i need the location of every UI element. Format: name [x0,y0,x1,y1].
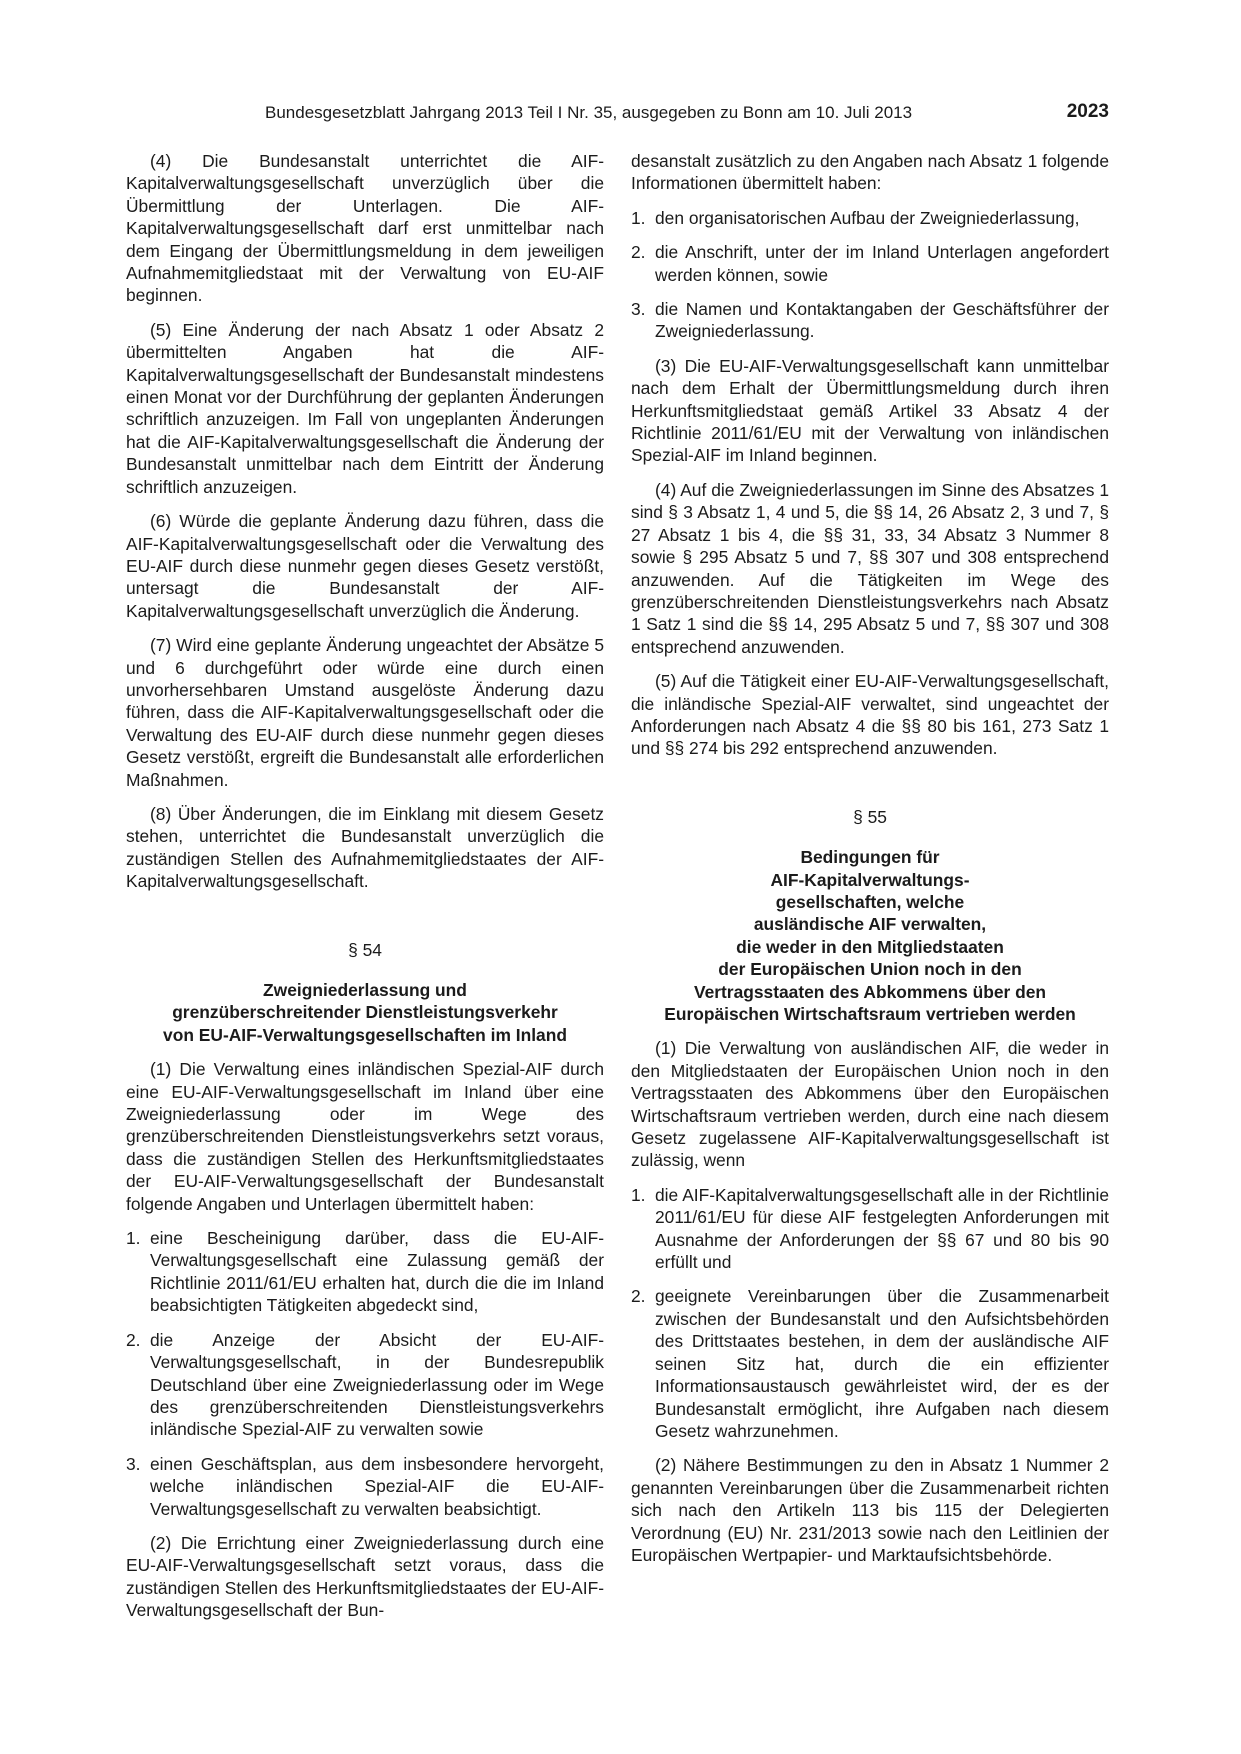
list-item [631,207,1109,229]
paragraph-4: (4) Auf die Zweigniederlassungen im Sinne des Absatzes 1 sind § 3 Absatz 1, 4 und 5, die §§ 14, 26 Absatz 2, 3 und 7, § 27 Absatz 1 bis 4, die §§ 31, 33, 34 Absatz 3 Nummer 8 sowie § 295 Absatz 5 und 7, §§ 307 und 308 entsprechend anzuwenden. Auf die Tätigkeiten im Wege des grenzüberschreitenden Dienstleistungsverkehrs nach Absatz 1 Satz 1 sind die §§ 14, 295 Absatz 5 und 7, §§ 307 und 308 entsprechend anzuwenden. [631,479,1109,657]
list-item-number: 1. [631,207,646,228]
section-55-paragraph-2: (2) Nähere Bestimmungen zu den in Absatz 1 Nummer 2 genannten Vereinbarungen über die Zusammenarbeit richten sich nach den Artikeln 113 bis 115 der Delegierten Verordnung (EU) Nr. 231/2013 sowie nach den Leitlinien der Europäischen Wertpapier- und Marktaufsichtsbehörde. [631,1455,1109,1565]
paragraph-5: (5) Auf die Tätigkeit einer EU-AIF-Verwaltungsgesellschaft, die inländische Spezial-AIF verwaltet, sind ungeachtet der Anforderungen nach Absatz 4 die §§ 80 bis 161, 273 Satz 1 und §§ 274 bis 292 entsprechend anzuwenden. [631,671,1109,759]
paragraph-3: (3) Die EU-AIF-Verwaltungsgesellschaft kann unmittelbar nach dem Erhalt der Übermittlungsmeldung durch ihren Herkunftsmitgliedstaat gemäß Artikel 33 Absatz 4 der Richtlinie 2011/61/EU mit der Verwaltung von inländischen Spezial-AIF im Inland beginnen. [631,355,1109,466]
list-item [126,1329,604,1441]
list-item [631,1184,1109,1274]
section-55-title: Bedingungen für AIF-Kapitalverwaltungs- gesellschaften, welche ausländische AIF verwalten, die weder in den Mitgliedstaaten der Europäischen Union noch in den Vertragsstaaten des Abkommens über den Europäischen Wirtschaftsraum vertrieben werden [664,847,1076,1024]
section-54-list [126,1227,604,1520]
section-55-paragraph-1: (1) Die Verwaltung von ausländischen AIF, die weder in den Mitgliedstaaten der Europäischen Union noch in den Vertragsstaaten des Abkommens über den Europäischen Wirtschaftsraum vertrieben werden, durch eine nach diesem Gesetz zugelassene AIF-Kapitalverwaltungsgesellschaft ist zulässig, wenn [631,1038,1109,1171]
list-item-text: eine Bescheinigung darüber, dass die EU-AIF-Verwaltungsgesellschaft eine Zulassung gemäß der Richtlinie 2011/61/EU erhalten hat, durch die die im Inland beabsichtigten Tätigkeiten abgedeckt sind, [150,1228,604,1316]
list-item-text: geeignete Vereinbarungen über die Zusammenarbeit zwischen der Bundesanstalt und den Aufsichtsbehörden des Drittstaates bestehen, in dem der ausländische AIF seinen Sitz hat, durch die ein effizienter Informationsaustausch gewährleistet wird, der es der Bundesanstalt ermöglicht, ihre Aufgaben nach diesem Gesetz wahrzunehmen. [655,1286,1109,1441]
list-item-number: 2. [631,242,646,263]
list-item [631,1285,1109,1442]
list-item-text: den organisatorischen Aufbau der Zweigniederlassung, [655,207,1080,228]
list-item-text: die Namen und Kontaktangaben der Geschäftsführer der Zweigniederlassung. [655,299,1109,342]
list-item [631,298,1109,343]
header-text: Bundesgesetzblatt Jahrgang 2013 Teil I Nr. 35, ausgegeben zu Bonn am 10. Juli 2013 [265,103,913,122]
list-item-number: 1. [126,1228,141,1249]
page-number: 2023 [1066,101,1109,122]
section-55-number: § 55 [853,806,887,827]
list-item-text: einen Geschäftsplan, aus dem insbesondere hervorgeht, welche inländischen Spezial-AIF die EU-AIF-Verwaltungsgesellschaft zu verwalten beabsichtigt. [150,1453,604,1519]
section-54-number: § 54 [348,939,382,960]
list-item-number: 2. [631,1286,646,1307]
page-header [0,101,1241,127]
right-column [631,150,1109,1578]
list-item-number: 2. [126,1329,141,1350]
list-item-number: 1. [631,1184,646,1205]
section-55-list [631,1184,1109,1442]
paragraph-2-list [631,207,1109,343]
list-item-text: die AIF-Kapitalverwaltungsgesellschaft alle in der Richtlinie 2011/61/EU für diese AIF festgelegten Anforderungen mit Ausnahme der Anforderungen der §§ 67 und 80 bis 90 erfüllt und [655,1184,1109,1273]
paragraph-2-continued: desanstalt zusätzlich zu den Angaben nach Absatz 1 folgende Informationen übermittelt haben: [631,151,1109,194]
list-item [631,241,1109,286]
list-item [126,1227,604,1317]
paragraph-4: (4) Die Bundesanstalt unterrichtet die AIF-Kapitalverwaltungsgesellschaft unverzüglich über die Übermittlung der Unterlagen. Die AIF-Kapitalverwaltungsgesellschaft darf erst unmittelbar nach dem Eingang der Übermittlungsmeldung in dem jeweiligen Aufnahmemitgliedstaat mit der Verwaltung von EU-AIF beginnen. [126,151,604,306]
paragraph-7: (7) Wird eine geplante Änderung ungeachtet der Absätze 5 und 6 durchgeführt oder würde eine durch einen unvorhersehbaren Umstand ausgelöste Änderung dazu führen, dass die AIF-Kapitalverwaltungsgesellschaft oder die Verwaltung des EU-AIF durch diese nunmehr gegen dieses Gesetz verstößt, ergreift die Bundesanstalt alle erforderlichen Maßnahmen. [126,635,604,790]
left-column [126,150,604,1634]
paragraph-8: (8) Über Änderungen, die im Einklang mit diesem Gesetz stehen, unterrichtet die Bundesanstalt unverzüglich die zuständigen Stellen des Aufnahmemitgliedstaates der AIF-Kapitalverwaltungsgesellschaft. [126,803,604,892]
section-54-paragraph-2: (2) Die Errichtung einer Zweigniederlassung durch eine EU-AIF-Verwaltungsgesellschaft setzt voraus, dass die zuständigen Stellen des Herkunftsmitgliedstaates der EU-AIF-Verwaltungsgesellschaft der Bun- [126,1532,604,1621]
paragraph-6: (6) Würde die geplante Änderung dazu führen, dass die AIF-Kapitalverwaltungsgesellschaft oder die Verwaltung des EU-AIF durch diese nunmehr gegen dieses Gesetz verstößt, untersagt die Bundesanstalt der AIF-Kapitalverwaltungsgesellschaft unverzüglich die Änderung. [126,511,604,621]
list-item-number: 3. [126,1453,141,1474]
list-item-text: die Anzeige der Absicht der EU-AIF-Verwaltungsgesellschaft, in der Bundesrepublik Deutschland über eine Zweigniederlassung oder im Wege des grenzüberschreitenden Dienstleistungsverkehrs inländische Spezial-AIF zu verwalten sowie [150,1329,604,1440]
section-54-paragraph-1: (1) Die Verwaltung eines inländischen Spezial-AIF durch eine EU-AIF-Verwaltungsgesellschaft im Inland über eine Zweigniederlassung oder im Wege des grenzüberschreitenden Dienstleistungsverkehrs setzt voraus, dass die zuständigen Stellen des Herkunftsmitgliedstaates der EU-AIF-Verwaltungsgesellschaft der Bundesanstalt folgende Angaben und Unterlagen übermittelt haben: [126,1059,604,1214]
list-item-number: 3. [631,299,646,320]
paragraph-5: (5) Eine Änderung der nach Absatz 1 oder Absatz 2 übermittelten Angaben hat die AIF-Kapitalverwaltungsgesellschaft der Bundesanstalt mindestens einen Monat vor der Durchführung der geplanten Änderungen schriftlich anzuzeigen. Im Fall von ungeplanten Änderungen hat die AIF-Kapitalverwaltungsgesellschaft die Änderung der Bundesanstalt unmittelbar nach dem Eintritt der Änderung schriftlich anzuzeigen. [126,319,604,497]
list-item [126,1453,604,1520]
section-54-title: Zweigniederlassung und grenzüberschreitender Dienstleistungsverkehr von EU-AIF-Verwaltungsgesellschaften im Inland [163,980,567,1045]
list-item-text: die Anschrift, unter der im Inland Unterlagen angefordert werden können, sowie [655,242,1109,285]
